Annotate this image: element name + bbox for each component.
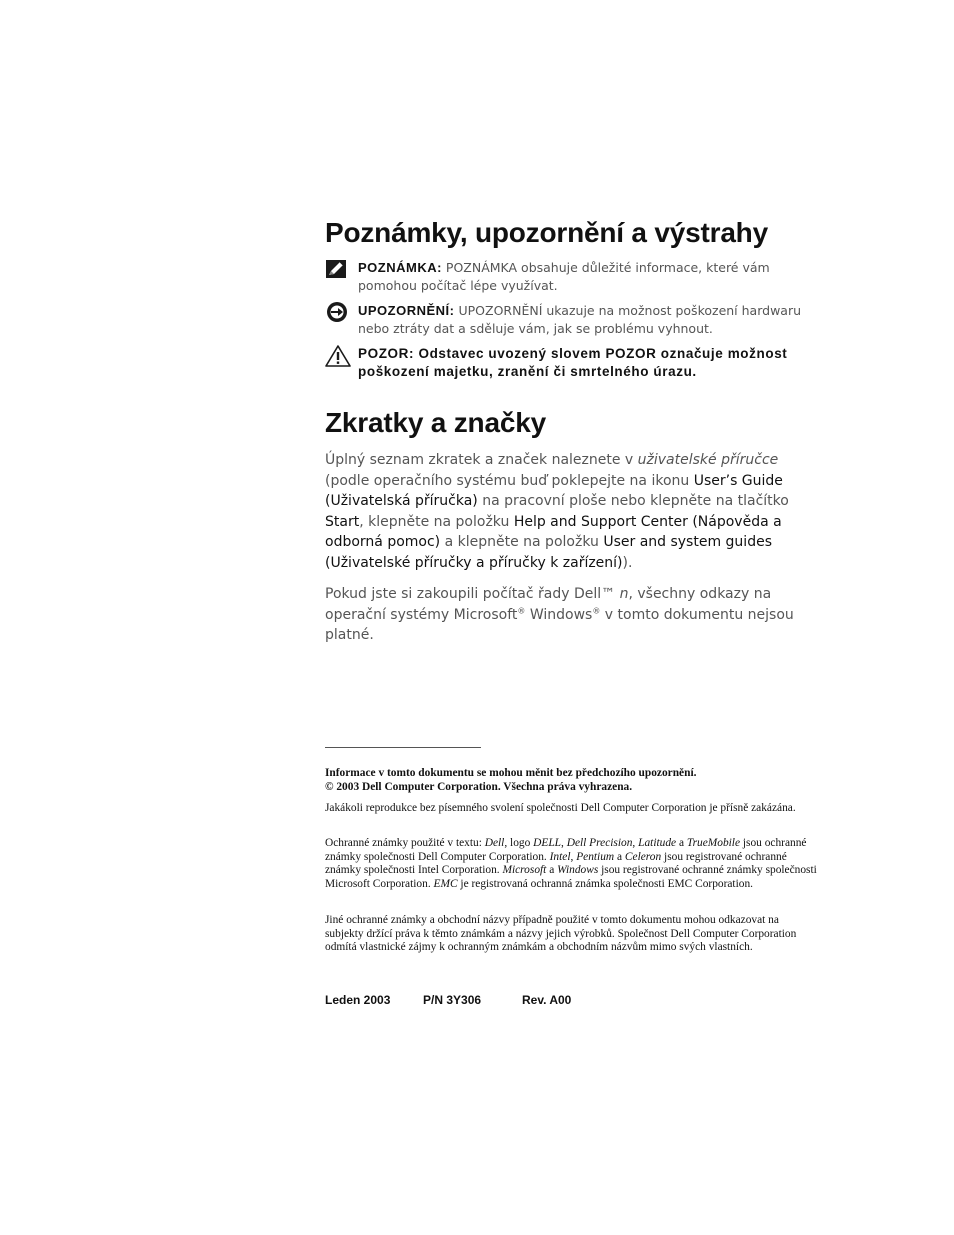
copyright-notice: © 2003 Dell Computer Corporation. Všechna práva vyhrazena.: [325, 780, 633, 793]
note-notice: [325, 259, 820, 295]
users-guide-reference: uživatelské příručce: [637, 452, 779, 468]
reproduction-notice: Jakákoli reprodukce bez písemného svolení společnosti Dell Computer Corporation je přísně zakázána.: [325, 802, 796, 814]
text-run: , klepněte na položku: [359, 513, 514, 530]
text-run: ,: [632, 837, 639, 849]
text-run: ,: [561, 837, 567, 849]
text-run: , logo: [504, 837, 534, 849]
trademark-name: Latitude: [638, 837, 677, 849]
text-run: jsou registrované ochranné známky společnosti Microsoft Corporation.: [325, 864, 817, 891]
warning-triangle-icon: [325, 345, 349, 367]
trademark-name: DELL: [533, 837, 562, 849]
trademark-name: Dell: [484, 837, 505, 849]
text-run: Windows: [525, 606, 593, 623]
dell-n-model: n: [619, 586, 629, 602]
warning-text: Odstavec uvozený slovem POZOR označuje možnost poškození majetku, zranění či smrtelného úrazu.: [358, 346, 788, 379]
users-guide-icon-name: User’s Guide (Uživatelská příručka): [325, 472, 783, 509]
note-text: POZNÁMKA obsahuje důležité informace, které vám pomohou počítač lépe využívat.: [358, 260, 770, 293]
abbreviations-paragraph: [325, 450, 815, 573]
legal-change-notice: Informace v tomto dokumentu se mohou měnit bez předchozího upozornění.: [325, 767, 697, 779]
caution-label: UPOZORNĚNÍ:: [358, 303, 455, 318]
footer-date: Leden 2003: [325, 993, 391, 1007]
section-title-abbreviations: Zkratky a značky: [325, 407, 546, 438]
text-run: Úplný seznam zkratek a značek naleznete v: [325, 452, 638, 468]
text-run: a: [676, 837, 687, 849]
other-trademarks-notice: Jiné ochranné známky a obchodní názvy případně použité v tomto dokumentu mohou odkazovat na subjekty držící práva k těmto známkám a názvy jejich výrobků. Společnost Dell Computer Corporation odmítá vlastnické zájmy k ochranným známkám a obchodním názvům mimo svých vlastních.: [325, 914, 797, 954]
trademark-name: TrueMobile: [686, 837, 741, 849]
section-title-notices: Poznámky, upozornění a výstrahy: [325, 217, 768, 248]
trademark-name: Pentium: [576, 850, 615, 863]
footer-revision: Rev. A00: [522, 993, 572, 1007]
text-run: a klepněte na položku: [440, 534, 604, 550]
text-run: a: [614, 850, 625, 863]
text-run: a: [546, 864, 558, 877]
start-button-name: Start: [325, 513, 360, 530]
trademark-name: Microsoft: [502, 864, 547, 877]
registered-mark: ®: [592, 605, 601, 615]
trademark-name: Dell Precision: [566, 837, 633, 849]
text-run: ).: [622, 554, 633, 571]
text-run: na pracovní ploše nebo klepněte na tlačítko: [477, 493, 789, 509]
registered-mark: ®: [517, 605, 526, 615]
caution-circle-icon: [325, 302, 349, 324]
footnote-divider: [325, 747, 481, 748]
trademarks-notice: [325, 837, 817, 892]
trademark-name: Windows: [557, 864, 599, 877]
caution-text: UPOZORNĚNÍ ukazuje na možnost poškození hardwaru nebo ztráty dat a sděluje vám, jak se problému vyhnout.: [358, 303, 802, 336]
warning-notice: [325, 345, 820, 381]
text-run: je registrovaná ochranná známka společnosti EMC Corporation.: [457, 878, 754, 891]
note-pencil-icon: [325, 259, 349, 281]
text-run: ,: [570, 850, 577, 863]
caution-notice: [325, 302, 820, 338]
text-run: jsou registrované ochranné známky společnosti Intel Corporation.: [325, 850, 787, 877]
help-support-center-name: Help and Support Center (Nápověda a odborná pomoc): [325, 513, 782, 550]
note-label: POZNÁMKA:: [358, 260, 442, 275]
text-run: (podle operačního systému buď poklepejte na ikonu: [325, 472, 694, 489]
trademark-name: Celeron: [624, 850, 662, 863]
text-run: Ochranné známky použité v textu:: [325, 837, 485, 849]
user-system-guides-name: User and system guides (Uživatelské příručky a příručky k zařízení): [325, 534, 772, 571]
legal-notice: [325, 767, 817, 794]
warning-label: POZOR:: [358, 346, 415, 361]
text-run: jsou ochranné známky společnosti Dell Computer Corporation.: [325, 837, 807, 863]
trademark-name: EMC: [433, 878, 458, 891]
trademark-name: Intel: [549, 850, 571, 863]
footer-part-number: P/N 3Y306: [423, 993, 482, 1007]
dell-n-paragraph: [325, 584, 815, 646]
text-run: v tomto dokumentu nejsou platné.: [325, 606, 794, 643]
text-run: , všechny odkazy na operační systémy Microsoft: [325, 586, 772, 623]
text-run: Pokud jste si zakoupili počítač řady Dell™: [325, 586, 620, 602]
